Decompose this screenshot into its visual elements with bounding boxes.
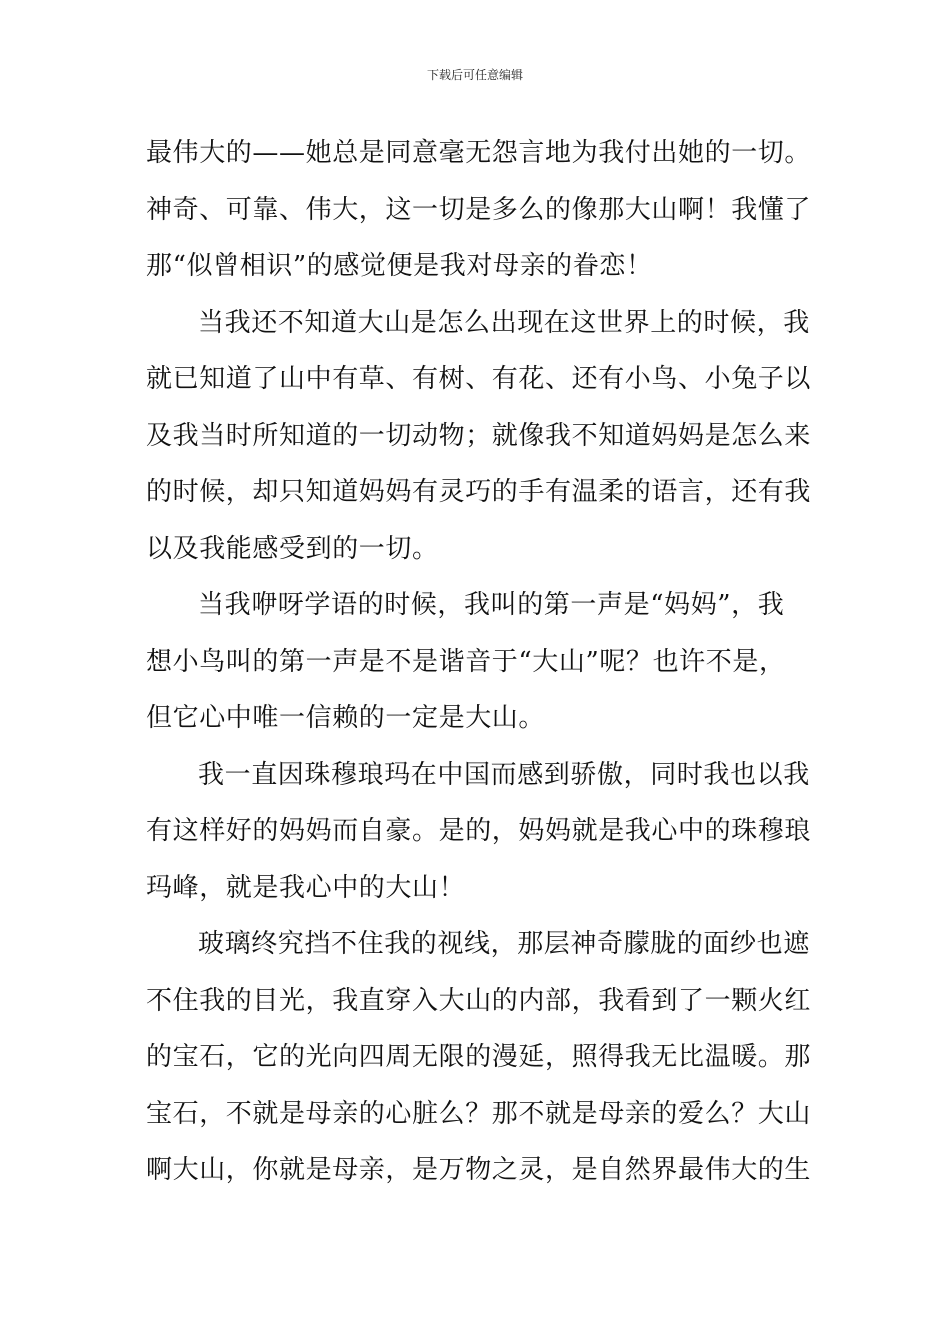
body-text bbox=[146, 125, 812, 1199]
text-line: 就已知道了山中有草、有树、有花、还有小鸟、小兔子以 bbox=[146, 364, 812, 394]
text-line: 神奇、可靠、伟大，这一切是多么的像那大山啊！我懂了 bbox=[146, 194, 812, 225]
text-line: 的宝石，它的光向四周无限的漫延，照得我无比温暖。那 bbox=[146, 1042, 812, 1072]
text-line: 玛峰，就是我心中的大山！ bbox=[146, 872, 466, 903]
text-line: 想小鸟叫的第一声是不是谐音于“大山”呢？也许不是， bbox=[146, 646, 786, 677]
text-line: 但它心中唯一信赖的一定是大山。 bbox=[146, 703, 546, 733]
text-line: 有这样好的妈妈而自豪。是的，妈妈就是我心中的珠穆琅 bbox=[146, 816, 812, 846]
text-line: 最伟大的——她总是同意毫无怨言地为我付出她的一切。 bbox=[146, 138, 812, 168]
text-line: 的时候，却只知道妈妈有灵巧的手有温柔的语言，还有我 bbox=[146, 477, 812, 507]
text-line: 啊大山，你就是母亲，是万物之灵，是自然界最伟大的生 bbox=[146, 1155, 812, 1185]
text-line: 不住我的目光，我直穿入大山的内部，我看到了一颗火红 bbox=[146, 985, 812, 1016]
paragraph-first-line: 当我还不知道大山是怎么出现在这世界上的时候，我 bbox=[198, 307, 810, 338]
text-line: 及我当时所知道的一切动物；就像我不知道妈妈是怎么来 bbox=[146, 420, 812, 451]
text-line: 以及我能感受到的一切。 bbox=[146, 533, 439, 564]
paragraph-first-line: 玻璃终究挡不住我的视线，那层神奇朦胧的面纱也遮 bbox=[198, 929, 810, 959]
page-header: 下载后可任意编辑 bbox=[426, 68, 523, 82]
text-line: 那“似曾相识”的感觉便是我对母亲的眷恋！ bbox=[146, 251, 653, 281]
paragraph-first-line: 我一直因珠穆琅玛在中国而感到骄傲，同时我也以我 bbox=[198, 759, 810, 790]
text-line: 宝石，不就是母亲的心脏么？那不就是母亲的爱么？大山 bbox=[146, 1098, 812, 1129]
paragraph-first-line: 当我咿呀学语的时候，我叫的第一声是“妈妈”，我 bbox=[198, 590, 785, 620]
